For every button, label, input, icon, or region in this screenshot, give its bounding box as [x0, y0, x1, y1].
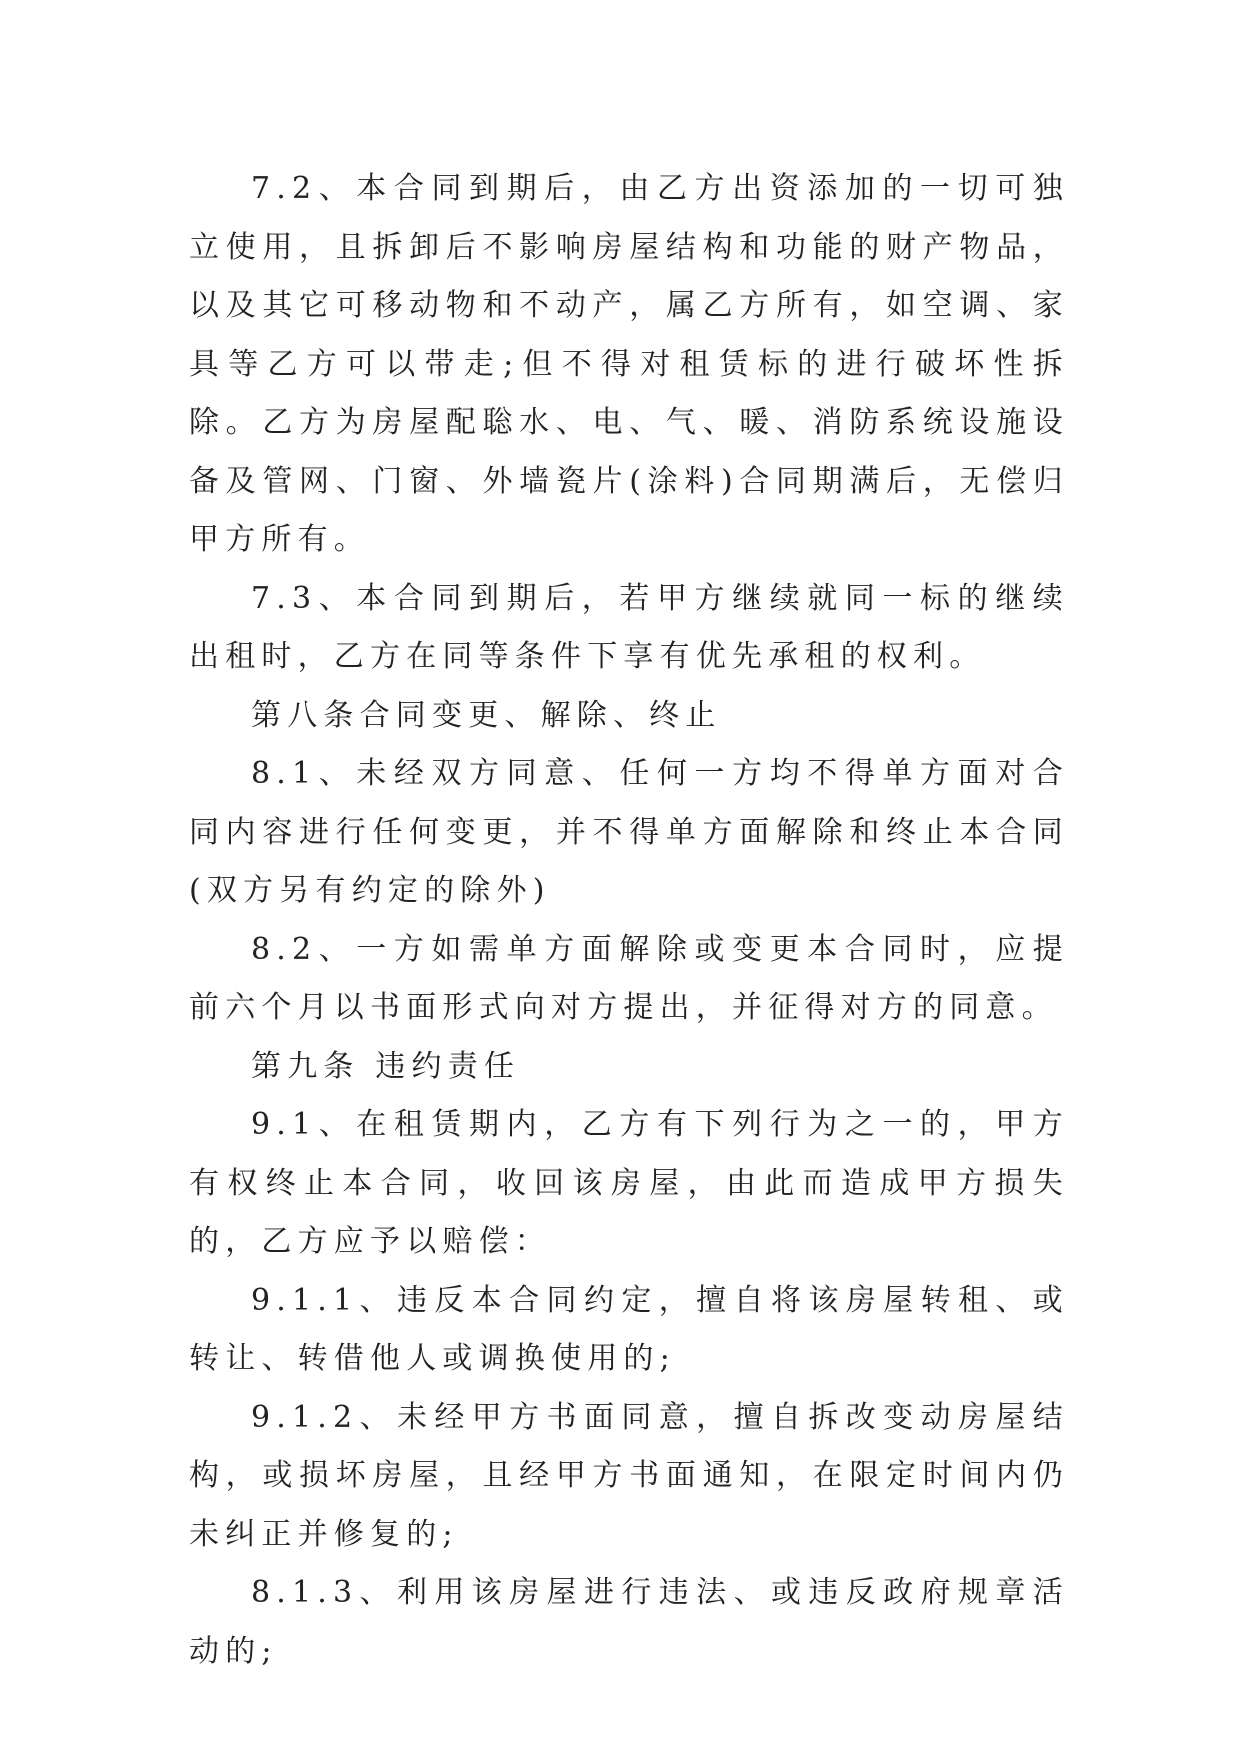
paragraph-9-1-1: 9.1.1、违反本合同约定，擅自将该房屋转租、或转让、转借他人或调换使用的; — [189, 1282, 1069, 1376]
paragraph-7-2: 7.2、本合同到期后，由乙方出资添加的一切可独立使用，且拆卸后不影响房屋结构和功能的财产物品，以及其它可移动物和不动产，属乙方所有，如空调、家具等乙方可以带走;但不得对租赁标的进行破坏性拆除。乙方为房屋配聡水、电、气、暖、消防系统设施设备及管网、门窗、外墙瓷片(涂料)合同期满后，无偿归甲方所有。 — [189, 171, 1069, 557]
paragraph-9-1: 9.1、在租赁期内，乙方有下列行为之一的，甲方有权终止本合同，收回该房屋，由此而造成甲方损失的，乙方应予以赔偿： — [189, 1107, 1069, 1259]
paragraph-8-2: 8.2、一方如需单方面解除或变更本合同时，应提前六个月以书面形式向对方提出，并征得对方的同意。 — [189, 931, 1069, 1025]
paragraph-8-1-3: 8.1.3、利用该房屋进行违法、或违反政府规章活动的; — [189, 1575, 1069, 1669]
paragraph-7-3: 7.3、本合同到期后，若甲方继续就同一标的继续出租时，乙方在同等条件下享有优先承租的权利。 — [189, 580, 1069, 674]
document-body — [189, 160, 1069, 1681]
heading-article-8: 第八条合同变更、解除、终止 — [251, 697, 722, 733]
paragraph-9-1-2: 9.1.2、未经甲方书面同意，擅自拆改变动房屋结构，或损坏房屋，且经甲方书面通知，在限定时间内仍未纠正并修复的; — [189, 1399, 1069, 1552]
paragraph-8-1: 8.1、未经双方同意、任何一方均不得单方面对合同内容进行任何变更，并不得单方面解除和终止本合同(双方另有约定的除外) — [189, 756, 1069, 908]
heading-article-9: 第九条 违约责任 — [251, 1048, 521, 1084]
